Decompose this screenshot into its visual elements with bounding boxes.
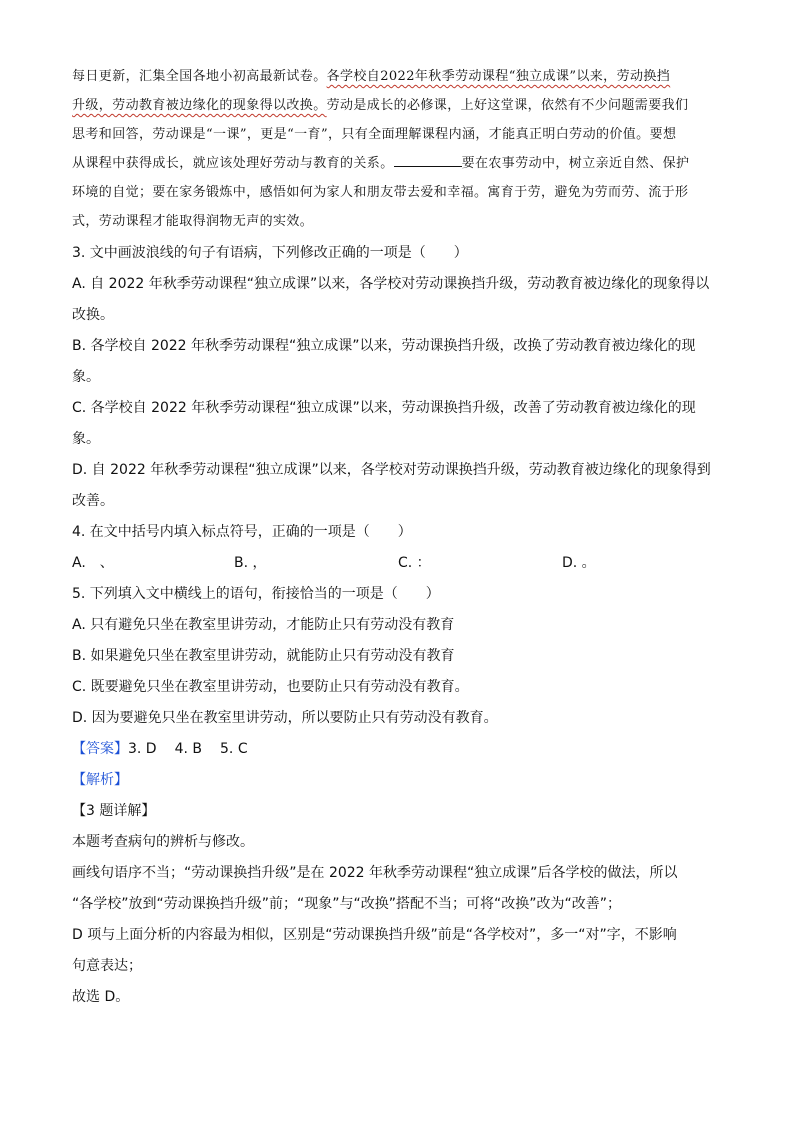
- option-a-continued: 改换。: [72, 307, 114, 323]
- option-d-continued: 改善。: [72, 493, 114, 509]
- analysis-tag: 【解析】: [72, 772, 128, 788]
- analysis-paragraph-continued: “各学校”放到“劳动课换挡升级”前；“现象”与“改换”搭配不当；可将“改换”改为“改善”；: [72, 896, 622, 912]
- passage-line-3: 思考和回答，劳动课是“一课”，更是“一育”，只有全面理解课程内涵，才能真正明白劳动的价值。要想: [72, 127, 677, 142]
- passage-line-2: [72, 91, 722, 120]
- passage-text: 要在农事劳动中，树立亲近自然、保护: [461, 156, 690, 171]
- option-d: D. 自 2022 年秋季劳动课程“独立成课”以来，各学校对劳动课换挡升级，劳动教育被边缘化的现象得到: [72, 462, 711, 478]
- answer-line: [72, 734, 722, 765]
- question-3: [72, 238, 722, 517]
- option-b: B. 各学校自 2022 年秋季劳动课程“独立成课”以来，劳动课换挡升级，改换了劳动教育被边缘化的现: [72, 338, 696, 354]
- option-b: B. 如果避免只坐在教室里讲劳动，就能防止只有劳动没有教育: [72, 648, 455, 664]
- answer-tag: 【答案】: [72, 741, 128, 757]
- question-5: [72, 579, 722, 734]
- document-page: [72, 62, 722, 1013]
- option-c: C. 既要避免只坐在教室里讲劳动，也要防止只有劳动没有教育。: [72, 679, 469, 695]
- passage-text: 每日更新，汇集全国各地小初高最新试卷。: [72, 69, 327, 84]
- passage-text: 从课程中获得成长，就应该处理好劳动与教育的关系。: [72, 156, 394, 171]
- reading-passage: [72, 62, 722, 236]
- option-d: D. 。: [562, 555, 596, 571]
- analysis-paragraph: 本题考查病句的辨析与修改。: [72, 834, 254, 850]
- option-d: D. 因为要避免只坐在教室里讲劳动，所以要防止只有劳动没有教育。: [72, 710, 498, 726]
- detail-title: 【3 题详解】: [72, 803, 156, 819]
- question-4: [72, 517, 722, 579]
- passage-line-5: 环境的自觉；要在家务锻炼中，感悟如何为家人和朋友带去爱和幸福。寓育于劳，避免为劳而劳、流于形: [72, 185, 689, 200]
- passage-line-4: [72, 149, 722, 178]
- analysis-conclusion: 故选 D。: [72, 989, 130, 1005]
- option-c-continued: 象。: [72, 431, 100, 447]
- option-b-continued: 象。: [72, 369, 100, 385]
- fill-in-blank-line: [394, 154, 462, 167]
- passage-line-1: [72, 62, 722, 91]
- wavy-underlined-sentence: 各学校自2022年秋季劳动课程“独立成课”以来，劳动换挡: [326, 69, 671, 84]
- passage-text: 劳动是成长的必修课，上好这堂课，依然有不少问题需要我们: [326, 98, 689, 113]
- answer-5: 5. C: [220, 741, 248, 757]
- option-a: A. 自 2022 年秋季劳动课程“独立成课”以来，各学校对劳动课换挡升级，劳动教育被边缘化的现象得以: [72, 276, 710, 292]
- answer-4: 4. B: [174, 741, 203, 757]
- option-c: C. 各学校自 2022 年秋季劳动课程“独立成课”以来，劳动课换挡升级，改善了劳动教育被边缘化的现: [72, 400, 696, 416]
- analysis-paragraph-continued: 句意表达；: [72, 958, 142, 974]
- analysis-paragraph: D 项与上面分析的内容最为相似，区别是“劳动课换挡升级”前是“各学校对”，多一“对”字，不影响: [72, 927, 677, 943]
- question-stem: 3. 文中画波浪线的句子有语病，下列修改正确的一项是（ ）: [72, 245, 468, 261]
- wavy-underlined-sentence: 升级，劳动教育被边缘化的现象得以改换。: [72, 98, 327, 113]
- option-b: B. ，: [234, 555, 267, 571]
- passage-line-6: 式，劳动课程才能取得润物无声的实效。: [72, 214, 314, 229]
- options-row: [72, 548, 722, 579]
- analysis-paragraph: 画线句语序不当；“劳动课换挡升级”是在 2022 年秋季劳动课程“独立成课”后各学校的做法，所以: [72, 865, 678, 881]
- option-c: C. ：: [398, 555, 431, 571]
- question-stem: 4. 在文中括号内填入标点符号，正确的一项是（ ）: [72, 524, 412, 540]
- answer-3: 3. D: [128, 741, 157, 757]
- analysis-section: [72, 765, 722, 1013]
- option-a: A. 、: [72, 555, 114, 571]
- answer-section: [72, 734, 722, 765]
- question-stem: 5. 下列填入文中横线上的语句，衔接恰当的一项是（ ）: [72, 586, 440, 602]
- option-a: A. 只有避免只坐在教室里讲劳动，才能防止只有劳动没有教育: [72, 617, 455, 633]
